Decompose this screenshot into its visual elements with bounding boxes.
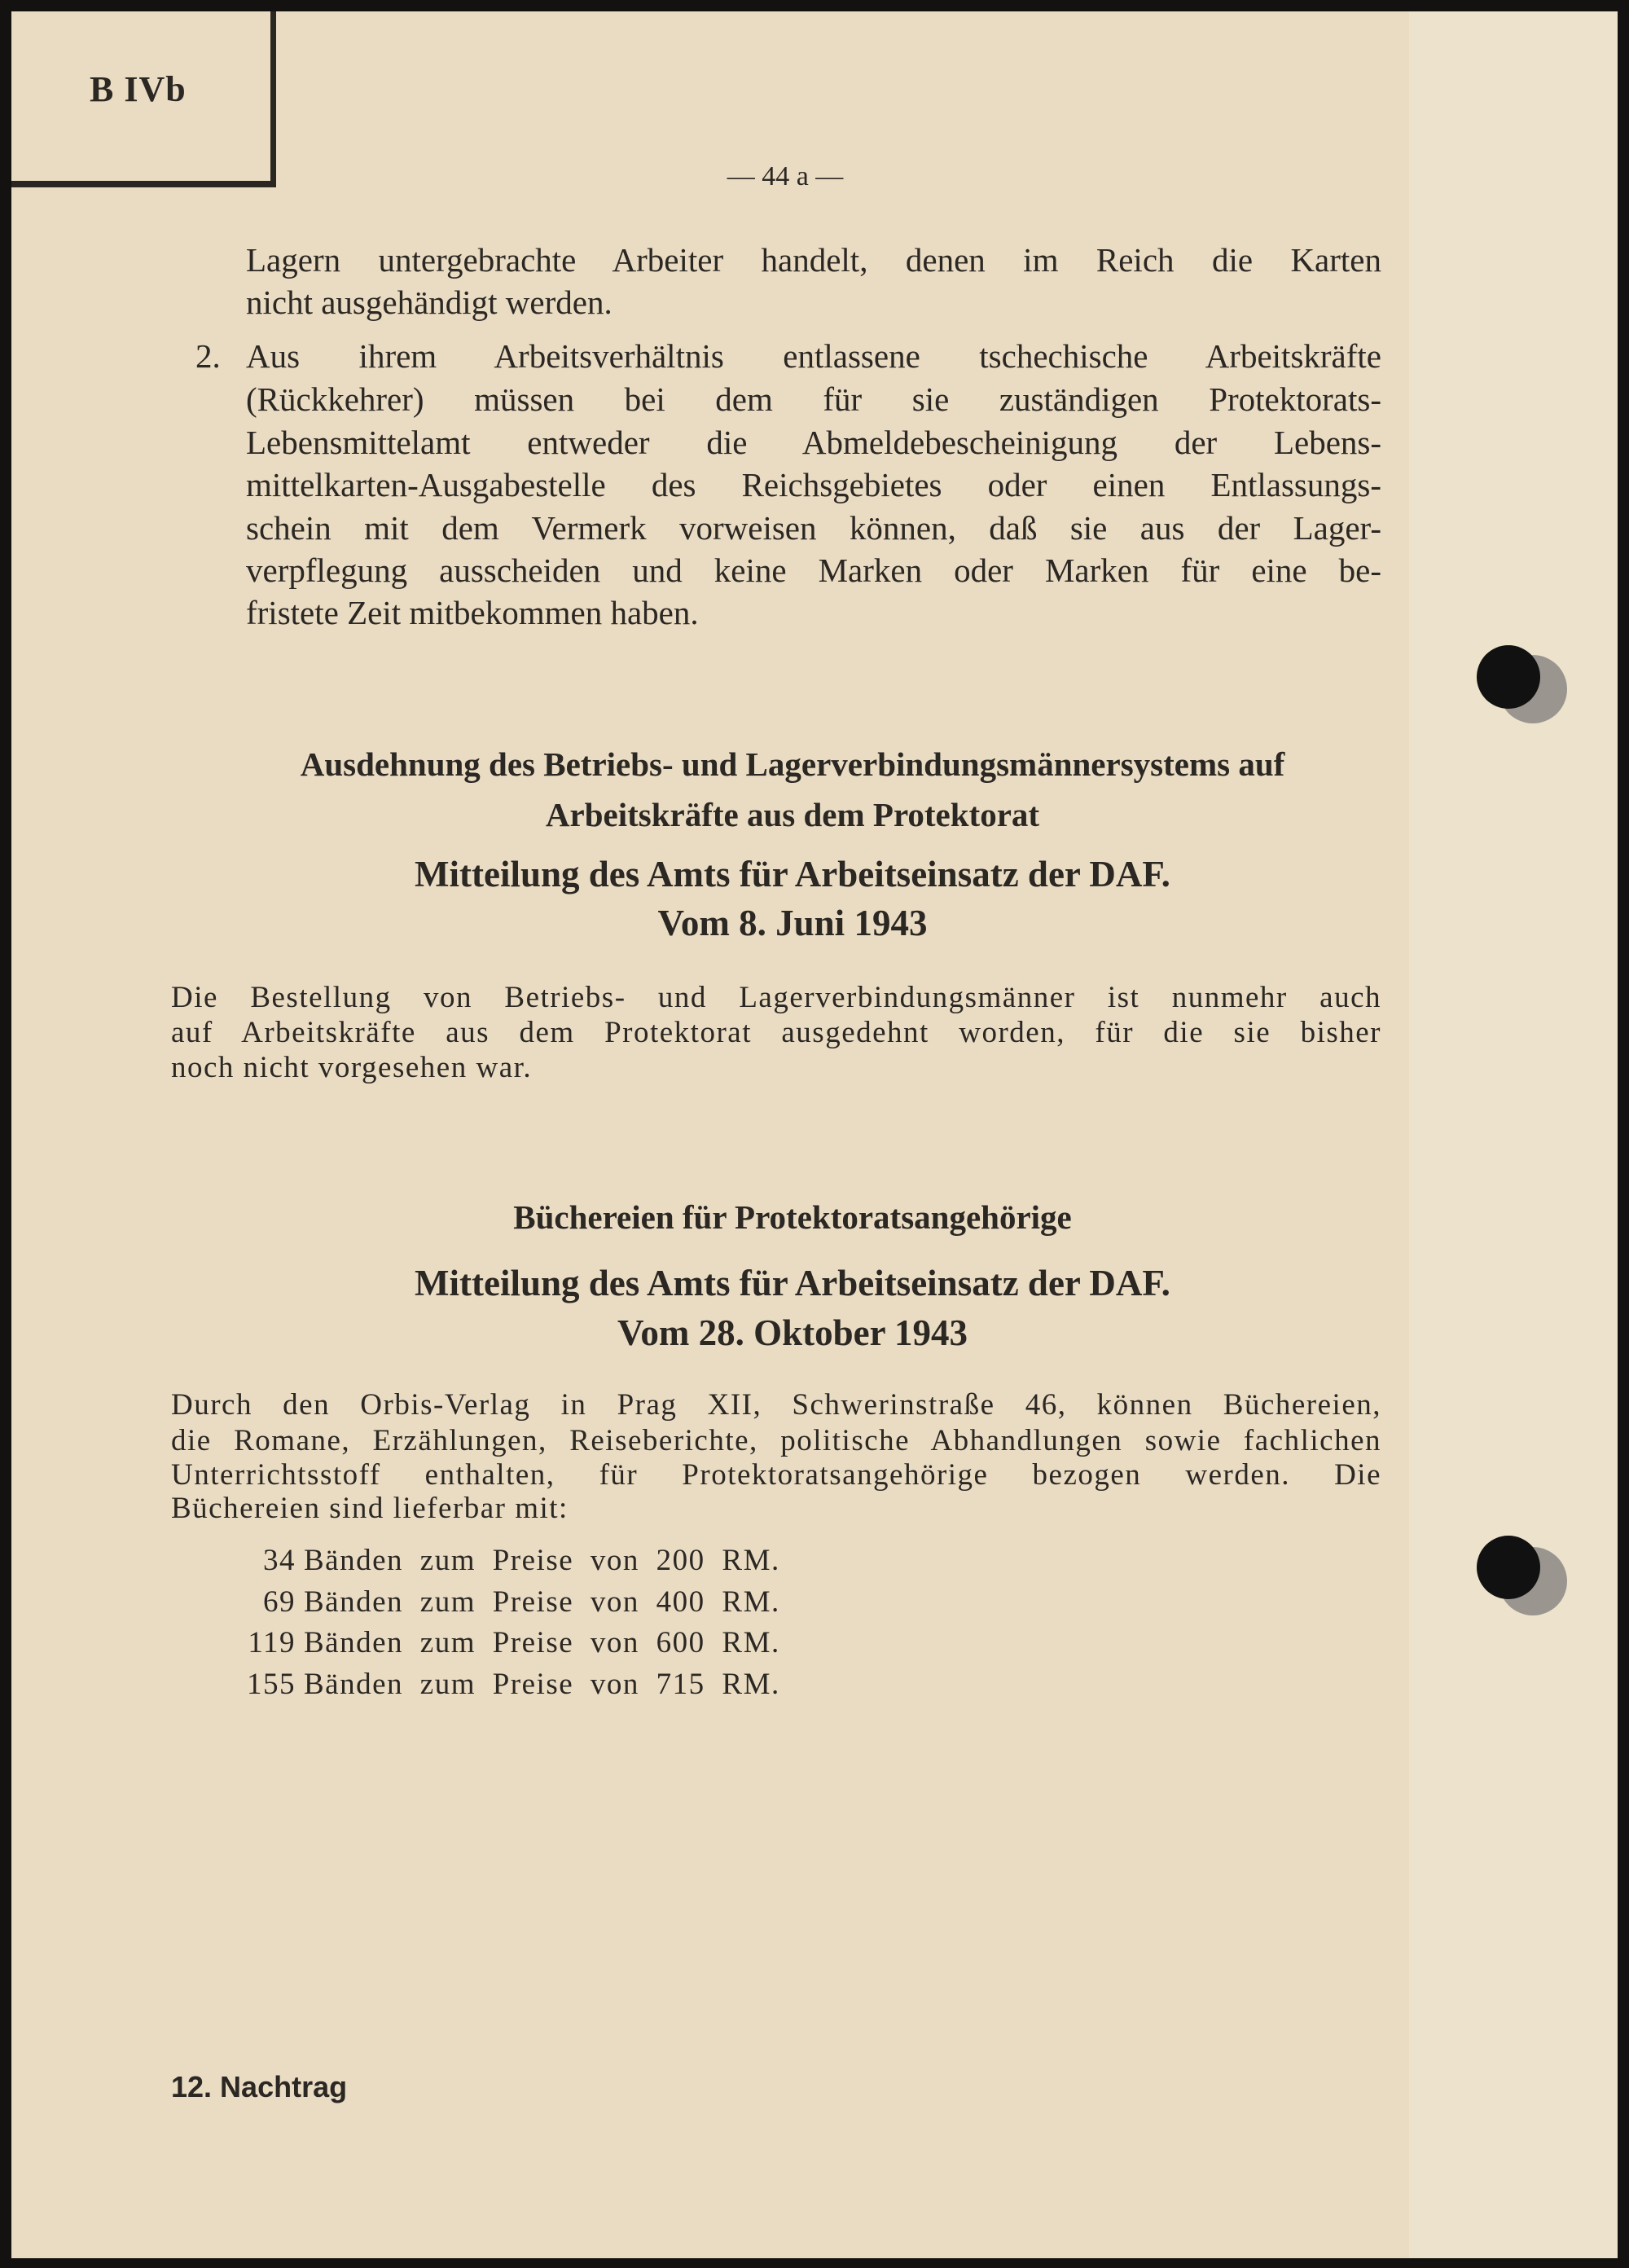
paragraph-line: Durch den Orbis-Verlag in Prag XII, Schwerinstraße 46, können Büchereien, [171,1388,1381,1422]
paragraph-line: noch nicht vorgesehen war. [171,1051,533,1084]
paragraph-line: Büchereien sind lieferbar mit: [171,1492,569,1525]
offer-text: Bänden zum Preise von 200 RM. [304,1544,780,1577]
punch-hole [1477,1536,1540,1599]
text-line: nicht ausgehändigt werden. [246,284,613,321]
text-line: verpflegung ausscheiden und keine Marken oder Marken für eine be- [246,552,1381,589]
offer-text: Bänden zum Preise von 600 RM. [304,1626,780,1659]
offer-item [11,1582,826,1623]
section-source: Mitteilung des Amts für Arbeitseinsatz der DAF. [415,1263,1170,1303]
section-tab-label: B IVb [90,69,187,109]
text-line: Lebensmittelamt entweder die Abmeldebescheinigung der Lebens- [246,424,1381,461]
section-heading: Ausdehnung des Betriebs- und Lagerverbindungsmännersystems auf [300,745,1285,783]
text-line: fristete Zeit mitbekommen haben. [246,594,699,631]
paragraph-line: Unterrichtsstoff enthalten, für Protektoratsangehörige bezogen werden. Die [171,1458,1381,1492]
text-line: schein mit dem Vermerk vorweisen können, daß sie aus der Lager- [246,509,1381,547]
offer-count: 34 [263,1544,296,1577]
section-heading: Arbeitskräfte aus dem Protektorat [545,796,1040,833]
paragraph-line: auf Arbeitskräfte aus dem Protektorat ausgedehnt worden, für die sie bisher [171,1016,1381,1049]
offer-count: 69 [263,1585,296,1619]
page-edge-strip [1409,11,1618,2258]
section-source: Mitteilung des Amts für Arbeitseinsatz der DAF. [415,854,1170,894]
text-line: Aus ihrem Arbeitsverhältnis entlassene tschechische Arbeitskräfte [246,337,1381,375]
paragraph-line: Die Bestellung von Betriebs- und Lagerverbindungsmänner ist nunmehr auch [171,981,1381,1014]
offer-item [11,1541,826,1581]
offer-count: 119 [248,1626,296,1659]
offer-count: 155 [247,1668,296,1701]
text-line: mittelkarten-Ausgabestelle des Reichsgebietes oder einen Entlassungs- [246,466,1381,503]
section-heading: Büchereien für Protektoratsangehörige [513,1198,1072,1236]
text-line: (Rückkehrer) müssen bei dem für sie zuständigen Protektorats- [246,380,1381,418]
punch-hole [1477,645,1540,709]
offer-text: Bänden zum Preise von 715 RM. [304,1668,780,1701]
offer-item [11,1664,826,1705]
section-date: Vom 8. Juni 1943 [657,903,928,943]
supplement-label: 12. Nachtrag [171,2070,348,2103]
page-number: — 44 a — [727,161,844,191]
text-line: Lagern untergebrachte Arbeiter handelt, denen im Reich die Karten [246,241,1381,279]
document-page [11,11,1618,2258]
section-date: Vom 28. Oktober 1943 [617,1312,968,1353]
offer-text: Bänden zum Preise von 400 RM. [304,1585,780,1619]
list-number: 2. [195,337,221,375]
offer-item [11,1623,826,1664]
paragraph-line: die Romane, Erzählungen, Reiseberichte, politische Abhandlungen sowie fachlichen [171,1424,1381,1457]
